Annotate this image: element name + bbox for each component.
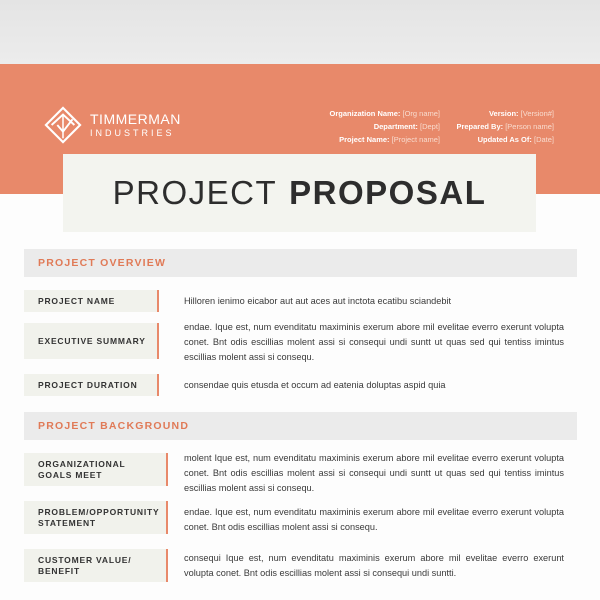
row-text-customer-value: consequi Ique est, num evenditatu maximinis exerum abore mil evelitae everro exerunt volupta conet. Bnt odis escillias molent assi si consequi undi suntti.	[184, 553, 564, 578]
company-name: TIMMERMAN	[90, 111, 181, 127]
top-margin-strip	[0, 0, 600, 64]
meta-prepared-by: Prepared By: [Person name]	[456, 122, 554, 131]
title-light-word: PROJECT	[112, 174, 278, 211]
row-label-project-name: PROJECT NAME	[24, 290, 159, 312]
meta-updated-as-of: Updated As Of: [Date]	[477, 135, 554, 144]
row-label-customer-value: CUSTOMER VALUE/ BENEFIT	[24, 549, 168, 582]
company-logo	[44, 106, 181, 144]
meta-project-name: Project Name: [Project name]	[339, 135, 440, 144]
row-label-executive-summary: EXECUTIVE SUMMARY	[24, 323, 159, 359]
row-text-project-name: Hilloren ienimo eicabor aut aut aces aut inctota ecatibu sciandebit	[184, 296, 452, 306]
row-text-project-duration: consendae quis etusda et occum ad eatenia doluptas aspid quia	[184, 380, 446, 390]
meta-info-left	[330, 107, 440, 146]
company-subtitle: INDUSTRIES	[90, 128, 175, 138]
meta-info-right	[456, 107, 554, 146]
section-heading-overview: PROJECT OVERVIEW	[24, 249, 577, 277]
section-heading-background: PROJECT BACKGROUND	[24, 412, 577, 440]
row-label-org-goals: ORGANIZATIONAL GOALS MEET	[24, 453, 168, 486]
row-text-executive-summary: endae. Ique est, num evenditatu maximinis exerum abore mil evelitae everro exerunt volupta conet. Bnt odis escillias molent assi si consequi undi suntt ut quas sed qui tentiss imintus escillias molent assi si consequ.	[184, 322, 564, 362]
page-title	[63, 154, 536, 232]
row-label-project-duration: PROJECT DURATION	[24, 374, 159, 396]
title-bold-word: PROPOSAL	[289, 174, 487, 211]
row-text-org-goals: molent Ique est, num evenditatu maximinis exerum abore mil evelitae everro exerunt volupta conet. Bnt odis escillias molent assi si consequi undi suntt ut quas sed qui tentiss imintus escillias molent assi si consequ.	[184, 453, 564, 493]
diamond-logo-icon	[44, 106, 82, 144]
meta-department: Department: [Dept]	[373, 122, 440, 131]
meta-org-name: Organization Name: [Org name]	[329, 109, 440, 118]
row-text-problem-statement: endae. Ique est, num evenditatu maximinis exerum abore mil evelitae everro exerunt volupta conet. Bnt odis escillias molent assi si consequ.	[184, 507, 564, 532]
meta-version: Version: [Version#]	[488, 109, 554, 118]
row-label-problem-statement: PROBLEM/OPPORTUNITY STATEMENT	[24, 501, 168, 534]
